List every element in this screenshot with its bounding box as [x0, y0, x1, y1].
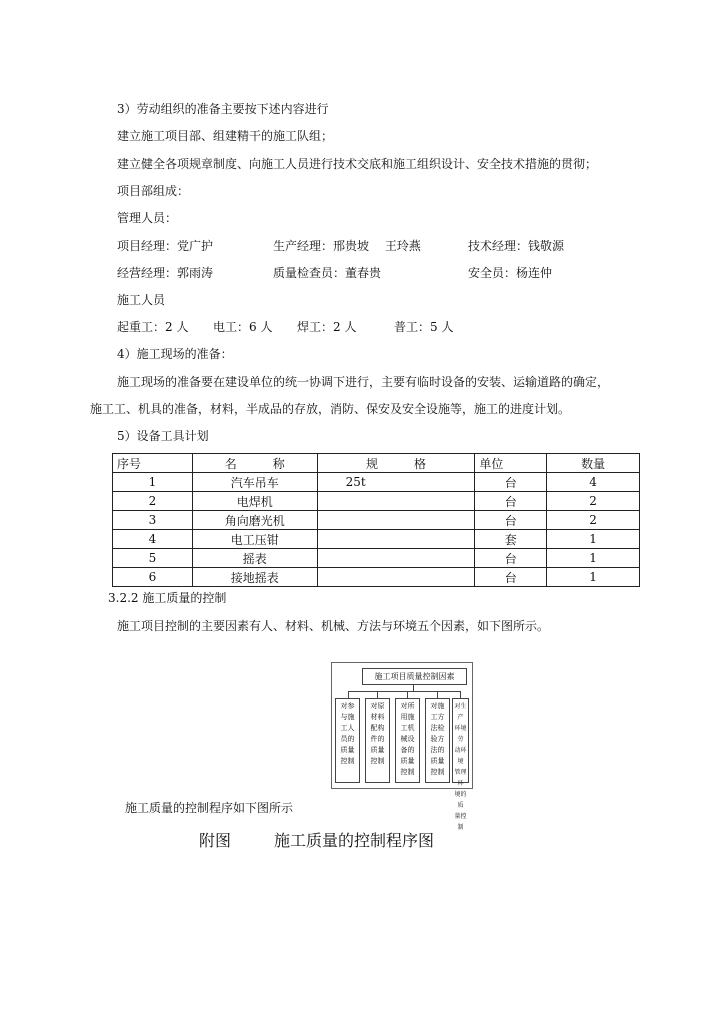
paragraph-regulations: 建立健全各项规章制度、向施工人员进行技术交底和施工组织设计、安全技术措施的贯彻；	[117, 157, 598, 171]
cell-spec	[317, 530, 475, 549]
cell-spec	[317, 492, 475, 511]
cell-quantity: 2	[547, 492, 640, 511]
header-index: 序号	[113, 454, 193, 473]
site-prep-line2: 施工工、机具的准备，材料，半成品的存放，消防、保安及安全设施等，施工的进度计划。	[90, 402, 571, 416]
cell-quantity: 1	[547, 530, 640, 549]
cell-unit: 套	[475, 530, 547, 549]
quality-intro: 施工项目控制的主要因素有人、材料、机械、方法与环境五个因素，如下图所示。	[117, 619, 550, 633]
cell-quantity: 1	[547, 568, 640, 587]
cell-name: 电工压钳	[192, 530, 317, 549]
cell-index: 6	[113, 568, 193, 587]
workers-heading: 施工人员	[117, 293, 166, 307]
general-workers: 普工：5 人	[394, 320, 454, 334]
program-note: 施工质量的控制程序如下图所示	[125, 801, 294, 815]
diagram-box-methods: 对施 工方 法检 验方 法的 质量 控制	[425, 698, 450, 783]
production-manager: 生产经理：邢贵坡 王玲燕	[273, 239, 421, 253]
table-row	[113, 568, 640, 587]
cell-index: 5	[113, 549, 193, 568]
paragraph-labor-organization: 3）劳动组织的准备主要按下述内容进行	[117, 102, 329, 116]
cell-index: 2	[113, 492, 193, 511]
cell-quantity: 4	[547, 473, 640, 492]
operations-manager: 经营经理：郭雨涛	[117, 266, 214, 280]
section-heading-quality: 3.2.2 施工质量的控制	[108, 591, 227, 605]
paragraph-project-dept: 建立施工项目部、组建精干的施工队组；	[117, 129, 334, 143]
table-row	[113, 492, 640, 511]
safety-officer: 安全员：杨连仲	[468, 266, 553, 280]
header-quantity: 数量	[547, 454, 640, 473]
cell-name: 接地摇表	[192, 568, 317, 587]
paragraph-management-heading: 管理人员：	[117, 211, 178, 225]
quality-inspector: 质量检查员：董春贵	[273, 266, 382, 280]
cell-spec	[317, 568, 475, 587]
cell-unit: 台	[475, 511, 547, 530]
technical-manager: 技术经理：钱敬源	[468, 239, 565, 253]
cell-name: 汽车吊车	[192, 473, 317, 492]
diagram-connector	[460, 691, 461, 698]
diagram-box-machinery: 对所 用施 工机 械设 备的 质量 控制	[395, 698, 420, 783]
diagram-box-personnel: 对参 与施 工人 员的 质量 控制	[335, 698, 360, 783]
cell-quantity: 1	[547, 549, 640, 568]
quality-factors-diagram	[331, 662, 473, 831]
diagram-connector	[348, 691, 349, 698]
cell-name: 电焊机	[192, 492, 317, 511]
cell-spec	[317, 549, 475, 568]
project-manager: 项目经理：党广护	[117, 239, 214, 253]
cell-unit: 台	[475, 549, 547, 568]
figure-label: 附图	[199, 831, 232, 850]
table-row	[113, 549, 640, 568]
cell-unit: 台	[475, 473, 547, 492]
cell-spec	[317, 511, 475, 530]
diagram-connector	[407, 691, 408, 698]
header-spec: 规 格	[317, 454, 475, 473]
site-prep-line1: 施工现场的准备要在建设单位的统一协调下进行，主要有临时设备的安装、运输道路的确定，	[117, 375, 610, 389]
diagram-box-materials: 对原 材料 配构 件的 质量 控制	[365, 698, 390, 783]
table-row	[113, 511, 640, 530]
cell-unit: 台	[475, 492, 547, 511]
cell-index: 1	[113, 473, 193, 492]
diagram-box-environment: 对生产 环境劳 动环境 管理环 境的质 量控制	[452, 698, 469, 783]
electricians: 电工：6 人	[213, 320, 273, 334]
cell-index: 3	[113, 511, 193, 530]
cell-unit: 台	[475, 568, 547, 587]
table-row	[113, 473, 640, 492]
crane-workers: 起重工：2 人	[117, 320, 189, 334]
cell-index: 4	[113, 530, 193, 549]
figure-title: 施工质量的控制程序图	[274, 831, 435, 850]
diagram-connector	[377, 691, 378, 698]
diagram-connector	[437, 691, 438, 698]
cell-name: 摇表	[192, 549, 317, 568]
cell-spec: 25t	[317, 473, 475, 492]
diagram-title: 施工项目质量控制因素	[362, 668, 467, 685]
cell-name: 角向磨光机	[192, 511, 317, 530]
welders: 焊工：2 人	[297, 320, 357, 334]
header-unit: 单位	[475, 454, 547, 473]
diagram-connector	[348, 691, 460, 692]
equipment-table	[112, 453, 640, 587]
table-row	[113, 530, 640, 549]
equipment-heading: 5）设备工具计划	[117, 429, 209, 443]
header-name: 名 称	[192, 454, 317, 473]
site-prep-heading: 4）施工现场的准备：	[117, 347, 233, 361]
paragraph-composition: 项目部组成：	[117, 184, 190, 198]
cell-quantity: 2	[547, 511, 640, 530]
table-header-row	[113, 454, 640, 473]
